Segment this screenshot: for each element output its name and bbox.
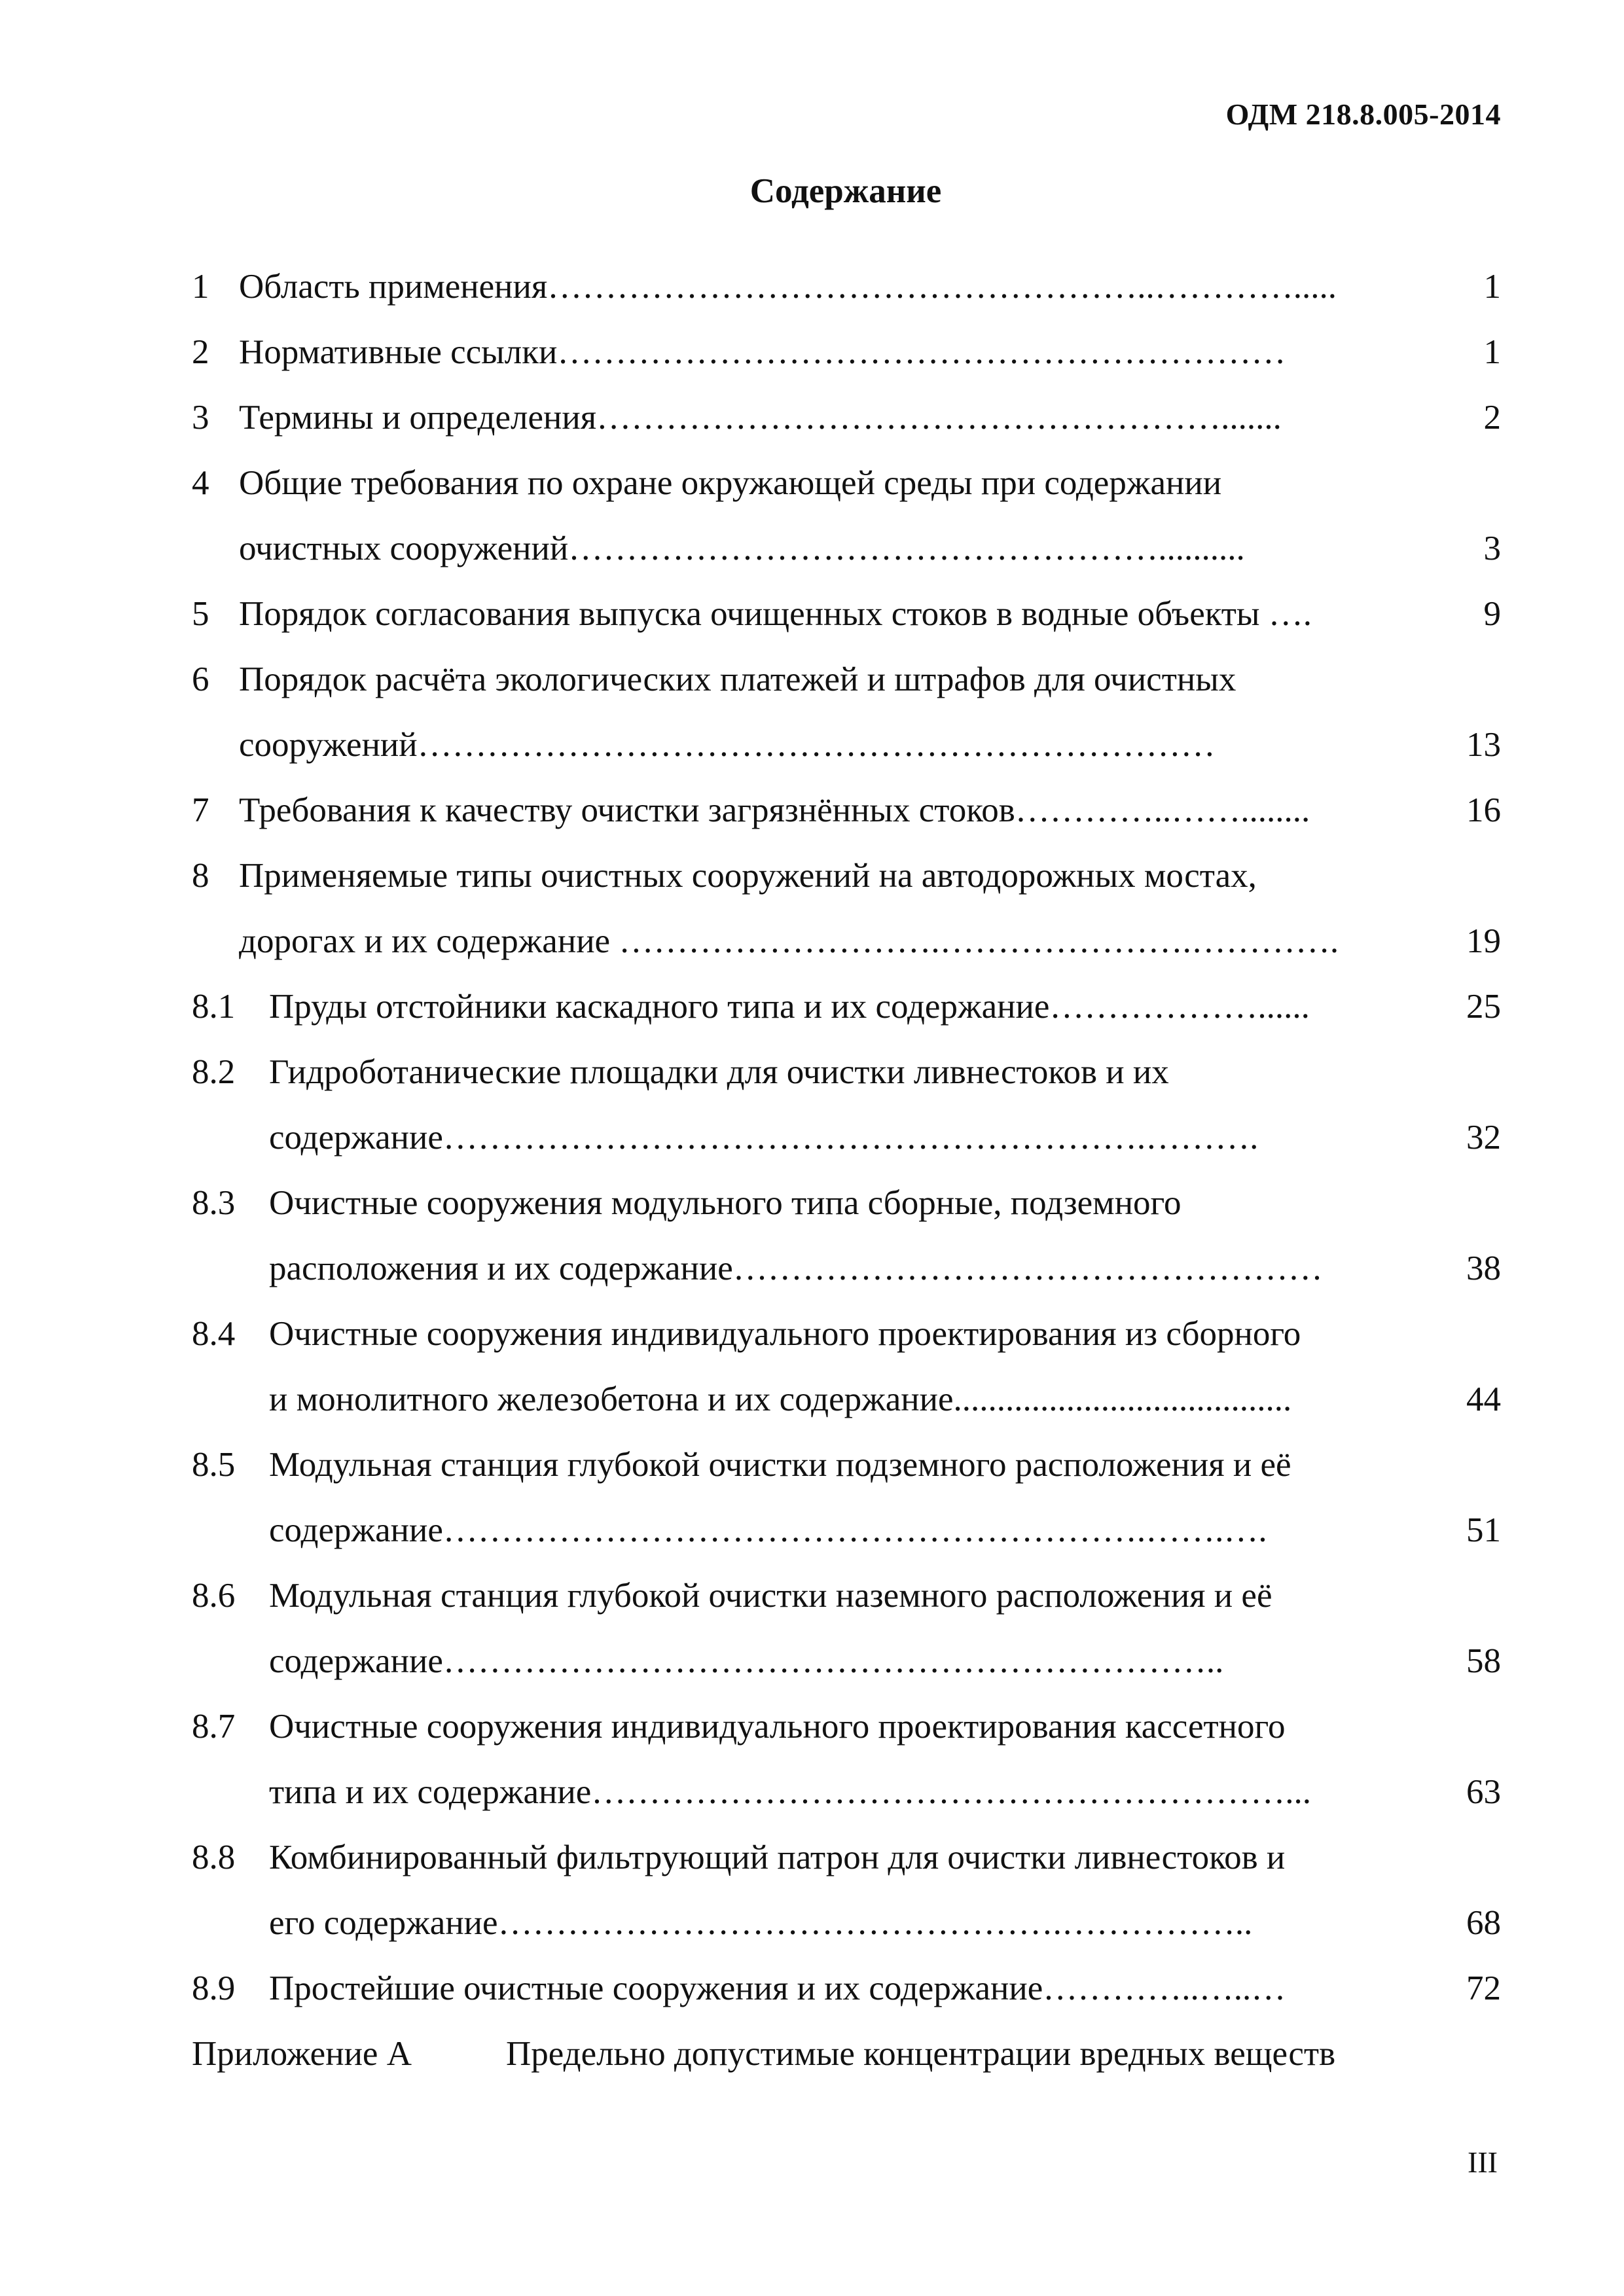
toc-row[interactable] [192, 319, 1501, 385]
toc-row[interactable] [192, 1039, 1501, 1105]
toc-row-title: Модульная станция глубокой очистки наземного расположения и её [269, 1577, 1272, 1615]
toc-row[interactable] [192, 1301, 1501, 1367]
toc-row-page: 58 [1466, 1642, 1501, 1680]
toc-row-page: 16 [1466, 791, 1501, 829]
toc-row-number: 7 [192, 791, 209, 829]
toc-row-number: 8 [192, 857, 209, 895]
toc-rows [192, 254, 1501, 2021]
toc-row-number: 8.1 [192, 988, 236, 1026]
toc-row-title: Очистные сооружения модульного типа сборные, подземного [269, 1184, 1182, 1222]
toc-row[interactable] [192, 1628, 1501, 1694]
toc-row[interactable] [192, 843, 1501, 908]
toc-row-number: 4 [192, 464, 209, 502]
toc-row-title: содержание…………………………………………………….………. [269, 1119, 1259, 1157]
toc-row-title: Простейшие очистные сооружения и их содержание…………..…..… [269, 1969, 1286, 2007]
toc-row-title: расположения и их содержание…………………………………………… [269, 1249, 1323, 1287]
toc-row[interactable] [192, 1694, 1501, 1759]
toc-row[interactable] [192, 1105, 1501, 1170]
appendix-title: Предельно допустимые концентрации вредных веществ [506, 2035, 1336, 2073]
toc-row-number: 6 [192, 660, 209, 698]
toc-row-page: 51 [1466, 1511, 1501, 1549]
toc-row-number: 8.8 [192, 1839, 236, 1876]
toc-row-title: Нормативные ссылки……………………………………………………… [239, 333, 1286, 371]
page-number: III [1468, 2145, 1498, 2179]
toc-row-number: 8.3 [192, 1184, 236, 1222]
toc-row[interactable] [192, 254, 1501, 319]
toc-row-title: Гидроботанические площадки для очистки ливнестоков и их [269, 1053, 1169, 1091]
toc-row-title: Область применения……………………………………………..…………..... [239, 268, 1337, 306]
toc-row[interactable] [192, 1367, 1501, 1432]
toc-row-title: содержание…………………………………………………….…….…. [269, 1511, 1267, 1549]
toc-row[interactable] [192, 1890, 1501, 1956]
toc-row[interactable] [192, 974, 1501, 1039]
toc-row[interactable] [192, 1236, 1501, 1301]
toc-row-number: 1 [192, 268, 209, 306]
toc-row-page: 9 [1483, 595, 1501, 633]
toc-row-page: 25 [1466, 988, 1501, 1026]
toc-row[interactable] [192, 516, 1501, 581]
toc-row[interactable] [192, 908, 1501, 974]
toc-row[interactable] [192, 450, 1501, 516]
toc-row-number: 8.7 [192, 1708, 236, 1746]
toc-row-title: типа и их содержание……………………………………………………... [269, 1773, 1312, 1811]
toc-row-page: 1 [1483, 333, 1501, 371]
toc-row[interactable] [192, 385, 1501, 450]
toc-row[interactable] [192, 778, 1501, 843]
toc-row[interactable] [192, 1759, 1501, 1825]
toc-row-title: Порядок согласования выпуска очищенных стоков в водные объекты …. [239, 595, 1312, 633]
toc-row-title: его содержание………………………………………….…………….. [269, 1904, 1253, 1942]
appendix-label: Приложение А [192, 2035, 412, 2073]
toc-row-number: 2 [192, 333, 209, 371]
toc-row-number: 8.4 [192, 1315, 236, 1353]
toc-row[interactable] [192, 1432, 1501, 1498]
toc-row-title: Порядок расчёта экологических платежей и штрафов для очистных [239, 660, 1236, 698]
document-code: ОДМ 218.8.005-2014 [1225, 98, 1501, 131]
toc-row-page: 32 [1466, 1119, 1501, 1157]
toc-row-page: 2 [1483, 399, 1501, 437]
toc-row-title: Пруды отстойники каскадного типа и их содержание………………...... [269, 988, 1310, 1026]
toc-row-title: Очистные сооружения индивидуального проектирования кассетного [269, 1708, 1286, 1746]
toc-row-number: 8.9 [192, 1969, 236, 2007]
toc-row-page: 44 [1466, 1380, 1501, 1418]
toc-row[interactable] [192, 647, 1501, 712]
toc-appendix-row[interactable] [192, 2021, 1501, 2087]
toc-row-title: Общие требования по охране окружающей среды при содержании [239, 464, 1222, 502]
toc-title: Содержание [749, 172, 942, 210]
toc-row-number: 8.2 [192, 1053, 236, 1091]
toc-row-page: 38 [1466, 1249, 1501, 1287]
toc-row-title: Комбинированный фильтрующий патрон для очистки ливнестоков и [269, 1839, 1286, 1876]
toc-row-title: Модульная станция глубокой очистки подземного расположения и её [269, 1446, 1291, 1484]
toc-row[interactable] [192, 581, 1501, 647]
toc-row-page: 63 [1466, 1773, 1501, 1811]
toc-row-title: Очистные сооружения индивидуального проектирования из сборного [269, 1315, 1301, 1353]
toc-row-page: 13 [1466, 726, 1501, 764]
toc-row-title: дорогах и их содержание ……………………….………………….…………. [239, 922, 1339, 960]
toc-row-title: Требования к качеству очистки загрязнённых стоков…………..……........ [239, 791, 1310, 829]
toc-row[interactable] [192, 1563, 1501, 1628]
toc-row-page: 3 [1483, 529, 1501, 567]
toc-row-page: 68 [1466, 1904, 1501, 1942]
toc-row[interactable] [192, 1825, 1501, 1890]
toc-row-number: 8.5 [192, 1446, 236, 1484]
toc-row-page: 72 [1466, 1969, 1501, 2007]
toc-row-title: Термины и определения………………………………………………....... [239, 399, 1282, 437]
toc-row-title: очистных сооружений…………………………………………….......... [239, 529, 1245, 567]
toc-row-number: 5 [192, 595, 209, 633]
toc-row-title: Применяемые типы очистных сооружений на автодорожных мостах, [239, 857, 1257, 895]
toc-row[interactable] [192, 1170, 1501, 1236]
toc-row-number: 3 [192, 399, 209, 437]
toc-row[interactable] [192, 712, 1501, 778]
toc-row-title: содержание………………………………………………………….. [269, 1642, 1224, 1680]
toc-row-title: сооружений…………………………………………………………… [239, 726, 1216, 764]
toc-row[interactable] [192, 1498, 1501, 1563]
toc-row-page: 1 [1483, 268, 1501, 306]
toc-row-page: 19 [1466, 922, 1501, 960]
toc-row[interactable] [192, 1956, 1501, 2021]
table-of-contents [192, 254, 1501, 2087]
toc-row-title: и монолитного железобетона и их содержание....................................... [269, 1380, 1292, 1418]
toc-row-number: 8.6 [192, 1577, 236, 1615]
